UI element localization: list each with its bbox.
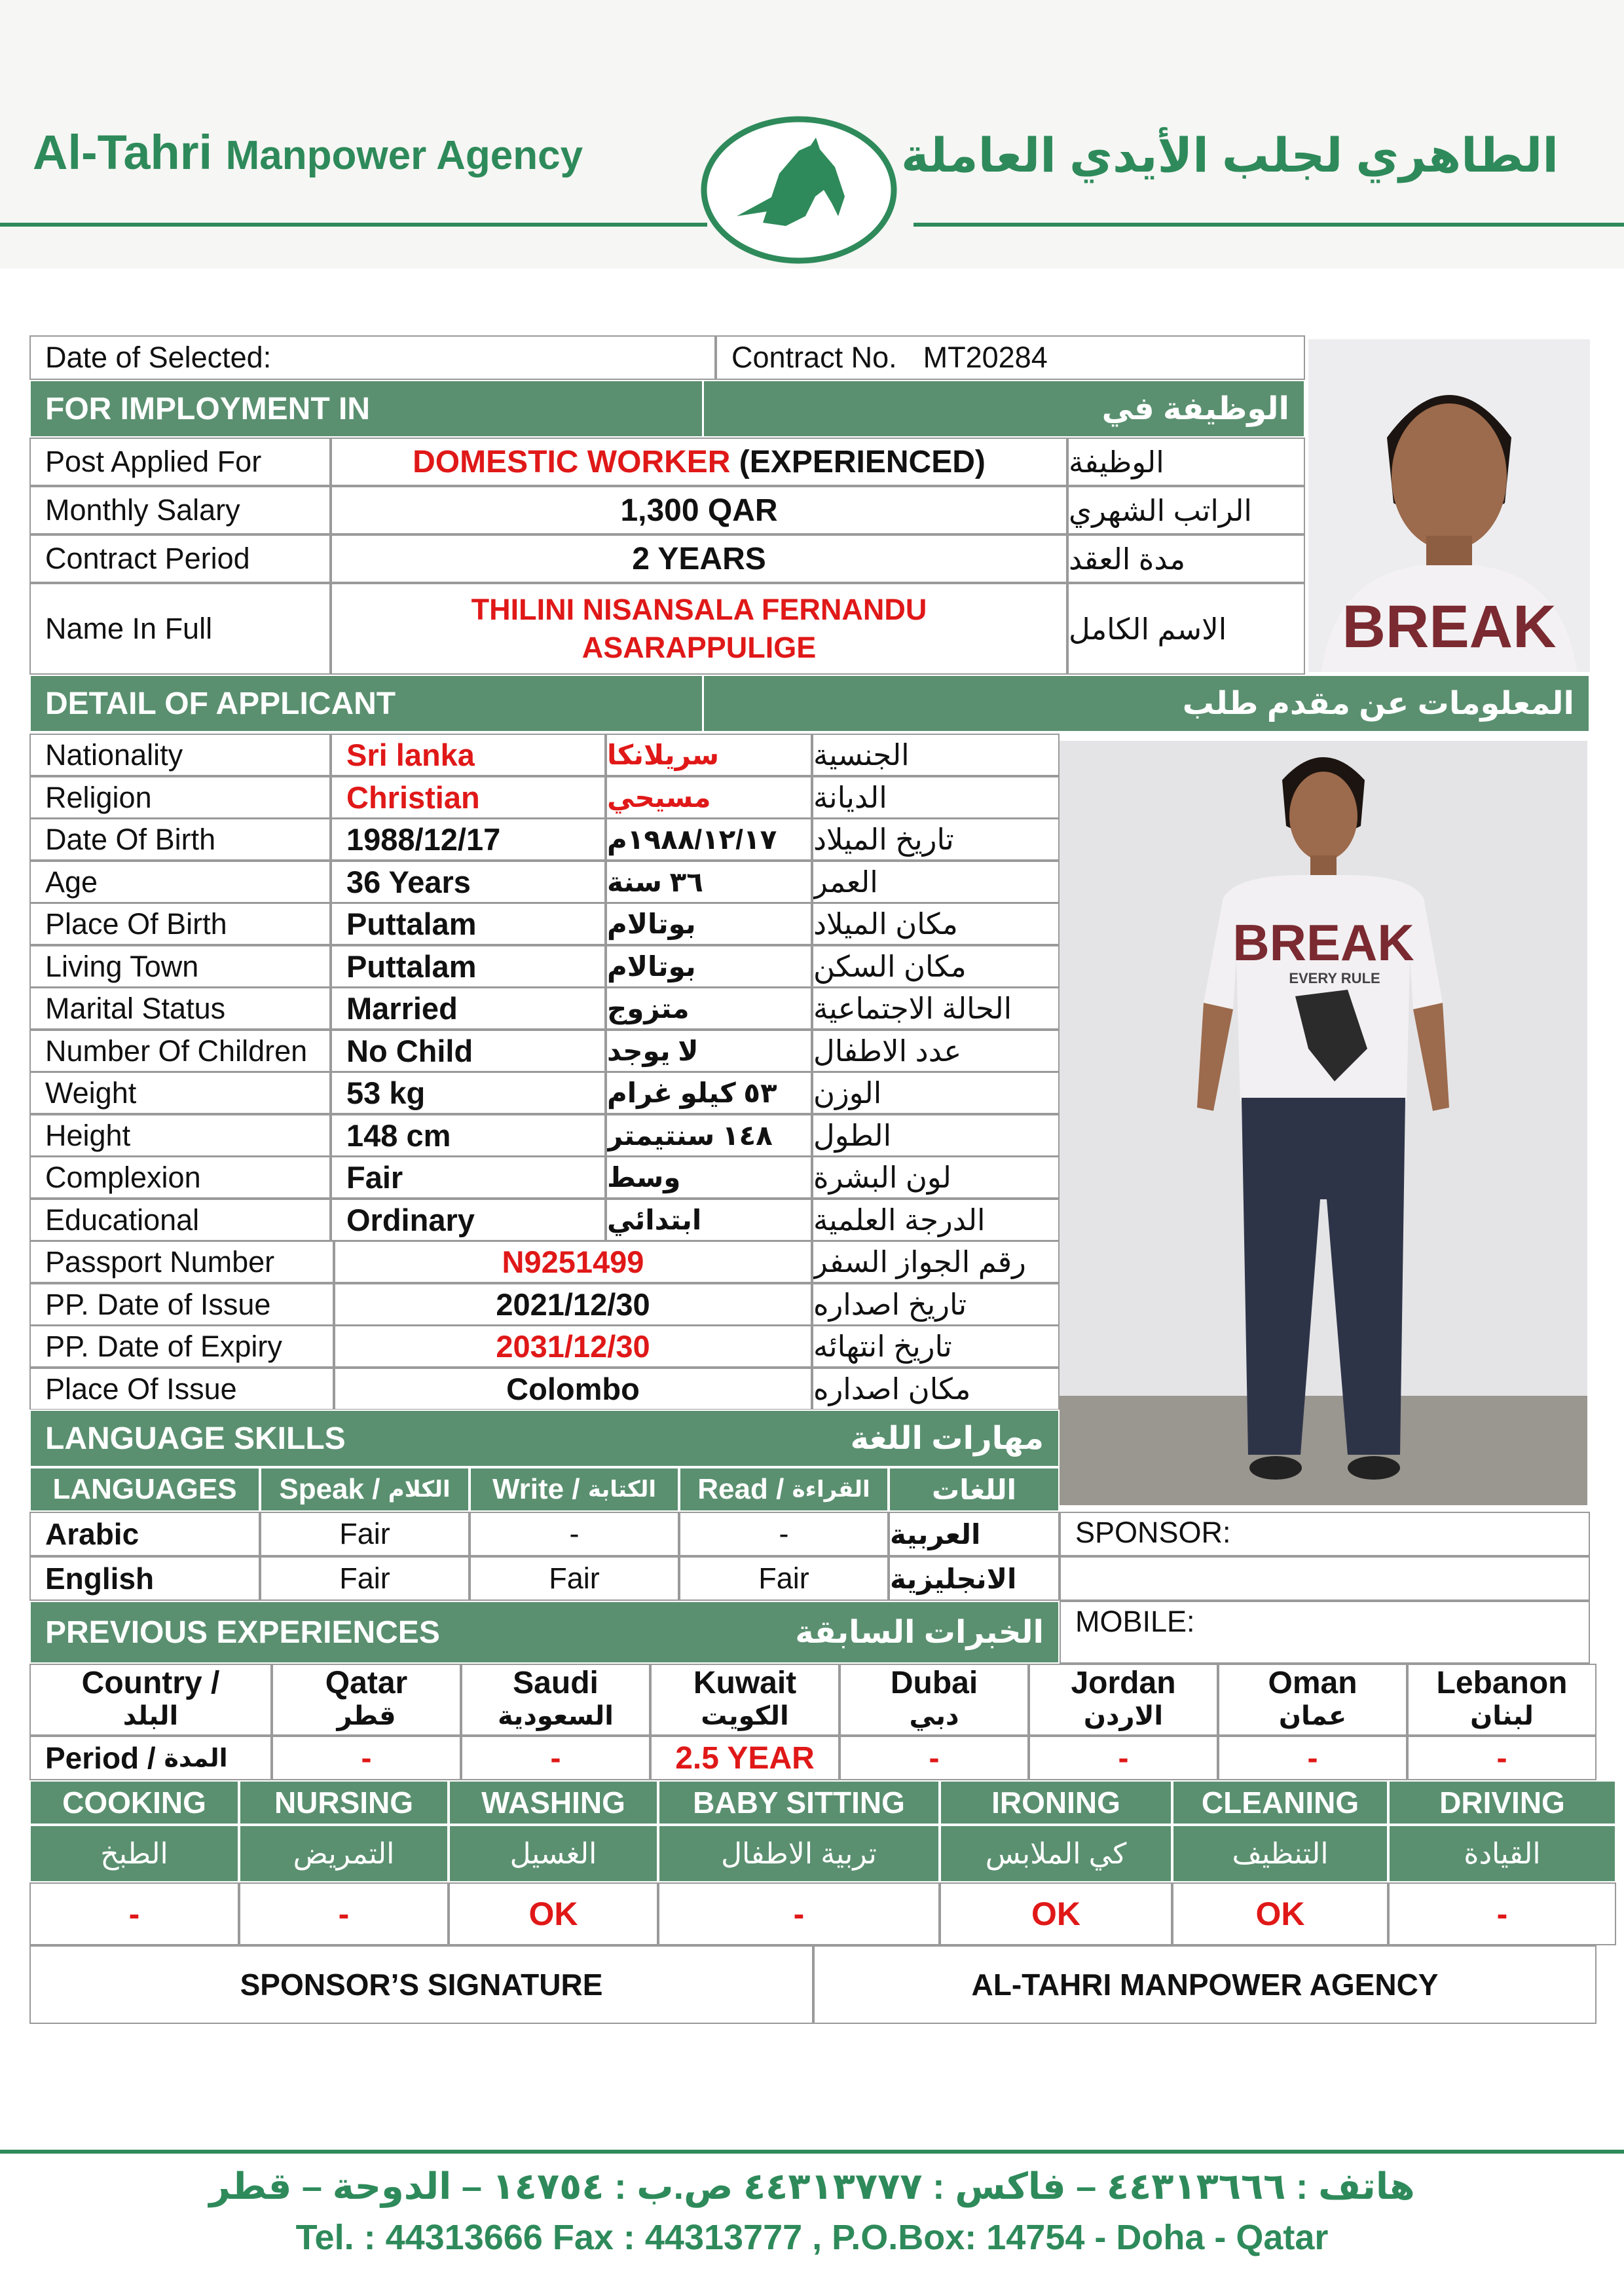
applicant-full-body-photo <box>1060 741 1587 1505</box>
detail-label: Weight <box>29 1072 331 1114</box>
detail-value-ar: ١٤٨ سنتيمتر <box>606 1114 812 1157</box>
detail-value-ar: ٣٦ سنة <box>606 861 812 903</box>
detail-label-ar: عدد الاطفال <box>812 1030 1060 1072</box>
post-applied-label: Post Applied For <box>29 438 331 486</box>
brand-name-english: Al-Tahri Manpower Agency <box>33 125 583 179</box>
skill-name: DRIVING <box>1388 1780 1616 1825</box>
contract-period-value: 2 YEARS <box>331 534 1067 583</box>
footer-contact-arabic: هاتف : ٤٤٣١٣٦٦٦ – فاكس : ٤٤٣١٣٧٧٧ ص.ب : ١٤٧٥٤ – الدوحة – قطر <box>209 2165 1415 2207</box>
skill-value: - <box>239 1882 449 1945</box>
sponsor-signature-box: SPONSOR’S SIGNATURE <box>29 1945 813 2024</box>
country-name-ar: قطر <box>337 1702 396 1730</box>
contract-number: MT20284 <box>923 341 1048 374</box>
lang-col-write: Write / الكتابة <box>470 1467 679 1512</box>
footer-contact-english: Tel. : 44313666 Fax : 44313777 , P.O.Box: 14754 - Doha - Qatar <box>295 2218 1329 2257</box>
detail-label-ar: مكان السكن <box>812 945 1060 988</box>
detail-value-ar: مسيحي <box>606 776 812 819</box>
passport-label: PP. Date of Issue <box>29 1283 334 1326</box>
country-name: Qatar <box>325 1666 408 1700</box>
country-cell <box>461 1664 650 1736</box>
skill-value: - <box>29 1882 239 1945</box>
country-name: Lebanon <box>1436 1666 1568 1700</box>
language-title-ar: مهارات اللغة <box>850 1421 1044 1456</box>
language-read: - <box>679 1512 889 1556</box>
skill-name-ar: الطبخ <box>29 1825 239 1882</box>
detail-value-ar: ٥٣ كيلو غرام <box>606 1072 812 1114</box>
country-name-ar: الاردن <box>1083 1702 1164 1730</box>
post-applied-label-ar: الوظيفة <box>1067 438 1305 486</box>
brand-name-arabic: الطاهري لجلب الأيدي العاملة <box>900 130 1559 182</box>
country-cell <box>1218 1664 1407 1736</box>
language-name: English <box>29 1556 260 1601</box>
country-cell <box>1407 1664 1596 1736</box>
country-name: Oman <box>1268 1666 1357 1700</box>
contract-period-label-ar: مدة العقد <box>1067 534 1305 583</box>
skill-name-ar: القيادة <box>1388 1825 1616 1882</box>
detail-value: Fair <box>331 1156 606 1199</box>
contract-label: Contract No. <box>731 341 897 374</box>
skill-name-ar: كي الملابس <box>940 1825 1172 1882</box>
detail-label-ar: الديانة <box>812 776 1060 819</box>
horse-logo-icon <box>701 111 897 269</box>
country-name: Jordan <box>1071 1666 1176 1700</box>
contract-number-field <box>716 335 1305 380</box>
language-section-header <box>29 1410 1060 1467</box>
country-period: - <box>272 1736 461 1780</box>
skill-name-ar: التمريض <box>239 1825 449 1882</box>
salary-value: 1,300 QAR <box>331 486 1067 534</box>
lang-col-speak: Speak / الكلام <box>260 1467 470 1512</box>
skill-name: NURSING <box>239 1780 449 1825</box>
lang-col-read: Read / القراءة <box>679 1467 889 1512</box>
passport-label-ar: تاريخ انتهائه <box>812 1325 1060 1368</box>
employment-section-header <box>29 380 1305 438</box>
country-period: - <box>1218 1736 1407 1780</box>
full-name-value: THILINI NISANSALA FERNANDU ASARAPPULIGE <box>331 583 1067 675</box>
detail-value-ar: متزوج <box>606 987 812 1030</box>
detail-value-ar: لا يوجد <box>606 1030 812 1072</box>
detail-label-ar: الجنسية <box>812 734 1060 776</box>
passport-value: Colombo <box>334 1368 812 1410</box>
detail-value: Sri lanka <box>331 734 606 776</box>
experience-title-ar: الخبرات السابقة <box>795 1615 1044 1650</box>
country-name-ar: عمان <box>1278 1702 1347 1730</box>
detail-label-ar: مكان الميلاد <box>812 903 1060 945</box>
lang-col-languages: LANGUAGES <box>29 1467 260 1512</box>
detail-label: Number Of Children <box>29 1030 331 1072</box>
salary-label-ar: الراتب الشهري <box>1067 486 1305 534</box>
header-rule-left <box>0 223 707 227</box>
passport-value: 2021/12/30 <box>334 1283 812 1326</box>
passport-label: Passport Number <box>29 1241 334 1283</box>
detail-label-ar: الدرجة العلمية <box>812 1199 1060 1241</box>
detail-value: No Child <box>331 1030 606 1072</box>
country-cell <box>272 1664 461 1736</box>
country-name-ar: السعودية <box>498 1702 614 1730</box>
skill-name: COOKING <box>29 1780 239 1825</box>
language-name-ar: الانجليزية <box>889 1556 1060 1601</box>
employment-title-en: FOR IMPLOYMENT IN <box>45 391 370 426</box>
sponsor-extra-line <box>1060 1556 1590 1601</box>
agency-signature-box: AL-TAHRI MANPOWER AGENCY <box>813 1945 1596 2024</box>
country-header-cell: Country / البلد <box>29 1664 272 1736</box>
detail-label: Educational <box>29 1199 331 1241</box>
country-cell <box>840 1664 1029 1736</box>
language-read: Fair <box>679 1556 889 1601</box>
detail-value-ar: وسط <box>606 1156 812 1199</box>
full-name-label-ar: الاسم الكامل <box>1067 583 1305 675</box>
passport-label: Place Of Issue <box>29 1368 334 1410</box>
country-period: - <box>1029 1736 1218 1780</box>
country-name-ar: لبنان <box>1470 1702 1534 1730</box>
skill-name-ar: التنظيف <box>1172 1825 1388 1882</box>
detail-value: 53 kg <box>331 1072 606 1114</box>
detail-label-ar: تاريخ الميلاد <box>812 818 1060 861</box>
detail-label-ar: الوزن <box>812 1072 1060 1114</box>
country-period: - <box>840 1736 1029 1780</box>
passport-label: PP. Date of Expiry <box>29 1325 334 1368</box>
country-period: 2.5 YEAR <box>650 1736 840 1780</box>
detail-value-ar: سريلانكا <box>606 734 812 776</box>
period-header-cell: Period / المدة <box>29 1736 272 1780</box>
detail-label: Religion <box>29 776 331 819</box>
skill-value: - <box>1388 1882 1616 1945</box>
mobile-field: MOBILE: <box>1060 1601 1590 1664</box>
passport-label-ar: تاريخ اصداره <box>812 1283 1060 1326</box>
experience-section-header <box>29 1601 1060 1664</box>
country-name: Saudi <box>513 1666 599 1700</box>
skill-value: OK <box>1172 1882 1388 1945</box>
passport-value: 2031/12/30 <box>334 1325 812 1368</box>
detail-label-ar: الحالة الاجتماعية <box>812 987 1060 1030</box>
language-name: Arabic <box>29 1512 260 1556</box>
sponsor-field: SPONSOR: <box>1060 1512 1590 1556</box>
detail-label: Nationality <box>29 734 331 776</box>
language-title-en: LANGUAGE SKILLS <box>45 1421 346 1456</box>
passport-label-ar: رقم الجواز السفر <box>812 1241 1060 1283</box>
employment-title-ar: الوظيفة في <box>1101 392 1289 426</box>
skill-name: CLEANING <box>1172 1780 1388 1825</box>
language-speak: Fair <box>260 1512 470 1556</box>
applicant-section-header <box>29 675 1590 732</box>
detail-value: Puttalam <box>331 903 606 945</box>
detail-value: 1988/12/17 <box>331 818 606 861</box>
detail-label: Living Town <box>29 945 331 988</box>
detail-value-ar: بوتالام <box>606 945 812 988</box>
skill-value: OK <box>449 1882 658 1945</box>
salary-label: Monthly Salary <box>29 486 331 534</box>
detail-value: Puttalam <box>331 945 606 988</box>
detail-value: Christian <box>331 776 606 819</box>
language-write: Fair <box>470 1556 679 1601</box>
detail-value-ar: بوتالام <box>606 903 812 945</box>
language-name-ar: العربية <box>889 1512 1060 1556</box>
detail-label: Date Of Birth <box>29 818 331 861</box>
shirt-print-subtext: EVERY RULE <box>1289 970 1380 986</box>
experience-title-en: PREVIOUS EXPERIENCES <box>45 1615 440 1650</box>
detail-label-ar: العمر <box>812 861 1060 903</box>
skill-value: OK <box>940 1882 1172 1945</box>
skill-value: - <box>658 1882 940 1945</box>
applicant-title-ar: المعلومات عن مقدم طلب <box>1182 686 1574 721</box>
detail-value: 148 cm <box>331 1114 606 1157</box>
language-write: - <box>470 1512 679 1556</box>
detail-label: Height <box>29 1114 331 1157</box>
lang-col-arabic: اللغات <box>889 1467 1060 1512</box>
header-rule-right <box>913 223 1624 227</box>
country-cell <box>1029 1664 1218 1736</box>
contract-period-label: Contract Period <box>29 534 331 583</box>
detail-label: Age <box>29 861 331 903</box>
country-name: Kuwait <box>693 1666 797 1700</box>
detail-label-ar: الطول <box>812 1114 1060 1157</box>
footer-rule <box>0 2150 1624 2154</box>
detail-value: Ordinary <box>331 1199 606 1241</box>
shirt-print-text-large: BREAK <box>1232 914 1414 971</box>
skill-name: BABY SITTING <box>658 1780 940 1825</box>
skill-name-ar: الغسيل <box>449 1825 658 1882</box>
post-applied-value: DOMESTIC WORKER (EXPERIENCED) <box>331 438 1067 486</box>
country-period: - <box>461 1736 650 1780</box>
detail-label: Marital Status <box>29 987 331 1030</box>
shirt-print-text: BREAK <box>1342 593 1557 660</box>
country-period: - <box>1407 1736 1596 1780</box>
detail-value-ar: ابتدائي <box>606 1199 812 1241</box>
passport-label-ar: مكان اصداره <box>812 1368 1060 1410</box>
applicant-portrait-photo <box>1308 339 1590 672</box>
date-selected-label: Date of Selected: <box>45 341 272 374</box>
skill-name: WASHING <box>449 1780 658 1825</box>
date-selected-field <box>29 335 716 380</box>
full-name-label: Name In Full <box>29 583 331 675</box>
detail-label-ar: لون البشرة <box>812 1156 1060 1199</box>
detail-label: Place Of Birth <box>29 903 331 945</box>
detail-value-ar: ١٩٨٨/١٢/١٧م <box>606 818 812 861</box>
country-name-ar: دبي <box>909 1702 959 1730</box>
skill-name: IRONING <box>940 1780 1172 1825</box>
detail-value: Married <box>331 987 606 1030</box>
skill-name-ar: تربية الاطفال <box>658 1825 940 1882</box>
detail-label: Complexion <box>29 1156 331 1199</box>
passport-value: N9251499 <box>334 1241 812 1283</box>
country-name: Dubai <box>890 1666 978 1700</box>
detail-value: 36 Years <box>331 861 606 903</box>
country-cell <box>650 1664 840 1736</box>
language-speak: Fair <box>260 1556 470 1601</box>
country-name-ar: الكويت <box>701 1702 789 1730</box>
applicant-title-en: DETAIL OF APPLICANT <box>45 686 396 721</box>
